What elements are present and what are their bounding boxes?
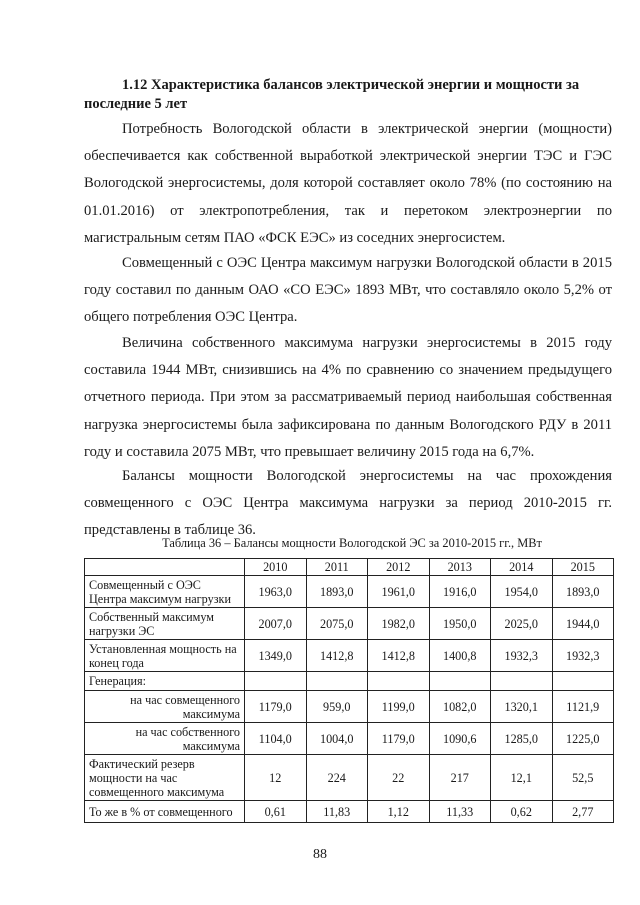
table-row	[85, 755, 614, 801]
table-cell: 224	[306, 755, 368, 801]
paragraph-3: Величина собственного максимума нагрузки энергосистемы в 2015 году составила 1944 МВт, снизившись на 4% по сравнению со значением предыдущего отчетного периода. При этом за рассматриваемый период наибольшая собственная нагрузка энергосистемы была зафиксирована по данным Вологодского РДУ в 2011 году и составила 2075 МВт, что превышает величину 2015 года на 6,7%.	[84, 335, 612, 460]
row-label: Фактический резерв мощности на час совмещенного максимума	[85, 755, 245, 801]
row-label: Совмещенный с ОЭС Центра максимум нагрузки	[85, 576, 245, 608]
balance-table	[84, 558, 614, 823]
table-cell: 1961,0	[368, 576, 430, 608]
table-cell: 2075,0	[306, 608, 368, 640]
table-cell	[306, 672, 368, 691]
row-label: Собственный максимум нагрузки ЭС	[85, 608, 245, 640]
year-header: 2012	[368, 559, 430, 576]
table-cell: 52,5	[552, 755, 614, 801]
row-label: Установленная мощность на конец года	[85, 640, 245, 672]
table-row	[85, 801, 614, 823]
table-cell	[368, 672, 430, 691]
table-cell: 1954,0	[491, 576, 553, 608]
year-header: 2010	[245, 559, 307, 576]
table-cell: 1400,8	[429, 640, 491, 672]
table-cell: 1199,0	[368, 691, 430, 723]
table-cell: 1121,9	[552, 691, 614, 723]
table-cell: 1950,0	[429, 608, 491, 640]
row-label: на час совмещенного максимума	[85, 691, 245, 723]
table-cell	[491, 672, 553, 691]
table-cell: 1412,8	[368, 640, 430, 672]
table-cell: 1,12	[368, 801, 430, 823]
table-header-empty	[85, 559, 245, 576]
year-header: 2014	[491, 559, 553, 576]
year-header: 2015	[552, 559, 614, 576]
table-cell: 22	[368, 755, 430, 801]
table-cell: 1349,0	[245, 640, 307, 672]
table-cell: 1285,0	[491, 723, 553, 755]
table-cell: 2,77	[552, 801, 614, 823]
table-cell: 1963,0	[245, 576, 307, 608]
table-row	[85, 691, 614, 723]
table-cell: 1225,0	[552, 723, 614, 755]
paragraph-1: Потребность Вологодской области в электрической энергии (мощности) обеспечивается как собственной выработкой электрической энергии ТЭС и ГЭС Вологодской энергосистемы, доля которой составляет около 78% (по состоянию на 01.01.2016) от электропотребления, так и перетоком электроэнергии по магистральным сетям ПАО «ФСК ЕЭС» из соседних энергосистем.	[84, 121, 612, 246]
table-cell: 12	[245, 755, 307, 801]
table-cell	[245, 672, 307, 691]
table-cell: 2007,0	[245, 608, 307, 640]
table-cell: 217	[429, 755, 491, 801]
table-cell: 1179,0	[245, 691, 307, 723]
table-cell: 1179,0	[368, 723, 430, 755]
year-header: 2011	[306, 559, 368, 576]
table-cell	[429, 672, 491, 691]
table-cell: 0,61	[245, 801, 307, 823]
table-cell: 1320,1	[491, 691, 553, 723]
table-cell: 1932,3	[552, 640, 614, 672]
table-cell: 1893,0	[552, 576, 614, 608]
table-cell	[552, 672, 614, 691]
table-cell: 1104,0	[245, 723, 307, 755]
table-cell: 1082,0	[429, 691, 491, 723]
table-cell: 1090,6	[429, 723, 491, 755]
paragraph-4: Балансы мощности Вологодской энергосистемы на час прохождения совмещенного с ОЭС Центра максимума нагрузки за период 2010-2015 гг. представлены в таблице 36.	[84, 468, 612, 539]
table-row	[85, 608, 614, 640]
table-row	[85, 576, 614, 608]
table-cell: 0,62	[491, 801, 553, 823]
page-number: 88	[313, 847, 327, 862]
year-header: 2013	[429, 559, 491, 576]
table-row	[85, 672, 614, 691]
table-cell: 11,33	[429, 801, 491, 823]
table-cell: 1944,0	[552, 608, 614, 640]
table-row	[85, 723, 614, 755]
table-cell: 1412,8	[306, 640, 368, 672]
row-label: То же в % от совмещенного	[85, 801, 245, 823]
table-caption: Таблица 36 – Балансы мощности Вологодской ЭС за 2010-2015 гг., МВт	[162, 536, 542, 550]
section-heading: 1.12 Характеристика балансов электрической энергии и мощности за последние 5 лет	[84, 77, 580, 112]
paragraph-2: Совмещенный с ОЭС Центра максимум нагрузки Вологодской области в 2015 году составил по данным ОАО «СО ЕЭС» 1893 МВт, что составляло около 5,2% от общего потребления ОЭС Центра.	[84, 255, 612, 326]
row-label: Генерация:	[85, 672, 245, 691]
table-cell: 11,83	[306, 801, 368, 823]
table-cell: 2025,0	[491, 608, 553, 640]
table-header-row	[85, 559, 614, 576]
table-cell: 1916,0	[429, 576, 491, 608]
table-row	[85, 640, 614, 672]
table-cell: 1893,0	[306, 576, 368, 608]
row-label: на час собственного максимума	[85, 723, 245, 755]
table-cell: 12,1	[491, 755, 553, 801]
table-cell: 1982,0	[368, 608, 430, 640]
table-cell: 1004,0	[306, 723, 368, 755]
table-cell: 1932,3	[491, 640, 553, 672]
table-cell: 959,0	[306, 691, 368, 723]
